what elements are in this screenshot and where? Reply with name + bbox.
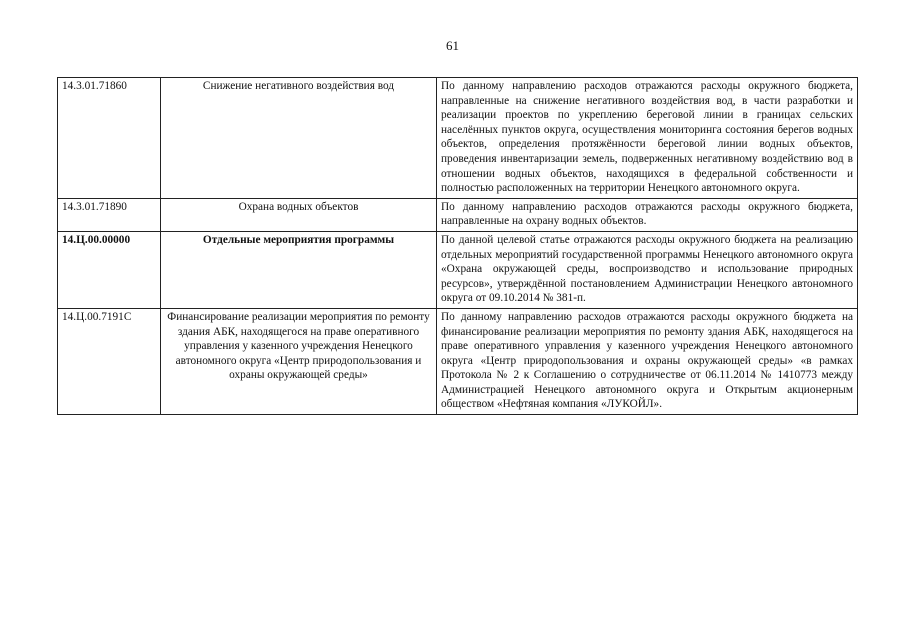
target-article-name: Охрана водных объектов <box>161 198 437 231</box>
target-article-code: 14.3.01.71890 <box>58 198 161 231</box>
target-article-description: По данному направлению расходов отражаются расходы окружного бюджета, направленные на охрану водных объектов. <box>437 198 858 231</box>
table-row <box>58 198 858 231</box>
target-article-code: 14.Ц.00.00000 <box>58 231 161 308</box>
table-row <box>58 78 858 199</box>
target-article-code: 14.3.01.71860 <box>58 78 161 199</box>
page-number: 61 <box>446 38 459 53</box>
target-article-description: По данному направлению расходов отражаются расходы окружного бюджета на финансирование реализации мероприятия по ремонту здания АБК, находящегося на праве оперативного управления у казенного учреждения Ненецкого автономного округа «Центр природопользования и охраны окружающей среды» «в рамках Протокола № 2 к Соглашению о сотрудничестве от 06.11.2014 № 1410773 между Администрацией Ненецкого автономного округа и Открытым акционерным обществом «Нефтяная компания «ЛУКОЙЛ». <box>437 308 858 414</box>
table-row <box>58 231 858 308</box>
target-article-name: Снижение негативного воздействия вод <box>161 78 437 199</box>
budget-classification-table <box>57 77 858 415</box>
target-article-description: По данному направлению расходов отражаются расходы окружного бюджета, направленные на снижение негативного воздействия вод, в части разработки и реализации проектов по укреплению береговой линии в границах сельских населённых пунктов округа, осуществления мониторинга состояния берегов водных объектов, определения протяжённости береговой линии водных объектов, проведения инвентаризации земель, подверженных негативному воздействию вод в отношении водных объектов, находящихся в федеральной собственности и полностью расположенных на территории Ненецкого автономного округа. <box>437 78 858 199</box>
target-article-code: 14.Ц.00.7191С <box>58 308 161 414</box>
target-article-name: Отдельные мероприятия программы <box>161 231 437 308</box>
target-article-description: По данной целевой статье отражаются расходы окружного бюджета на реализацию отдельных мероприятий государственной программы Ненецкого автономного округа «Охрана окружающей среды, воспроизводство и использование природных ресурсов», утверждённой постановлением Администрации Ненецкого автономного округа от 09.10.2014 № 381-п. <box>437 231 858 308</box>
target-article-name: Финансирование реализации мероприятия по ремонту здания АБК, находящегося на праве оперативного управления у казенного учреждения Ненецкого автономного округа «Центр природопользования и охраны окружающей среды» <box>161 308 437 414</box>
table-row <box>58 308 858 414</box>
